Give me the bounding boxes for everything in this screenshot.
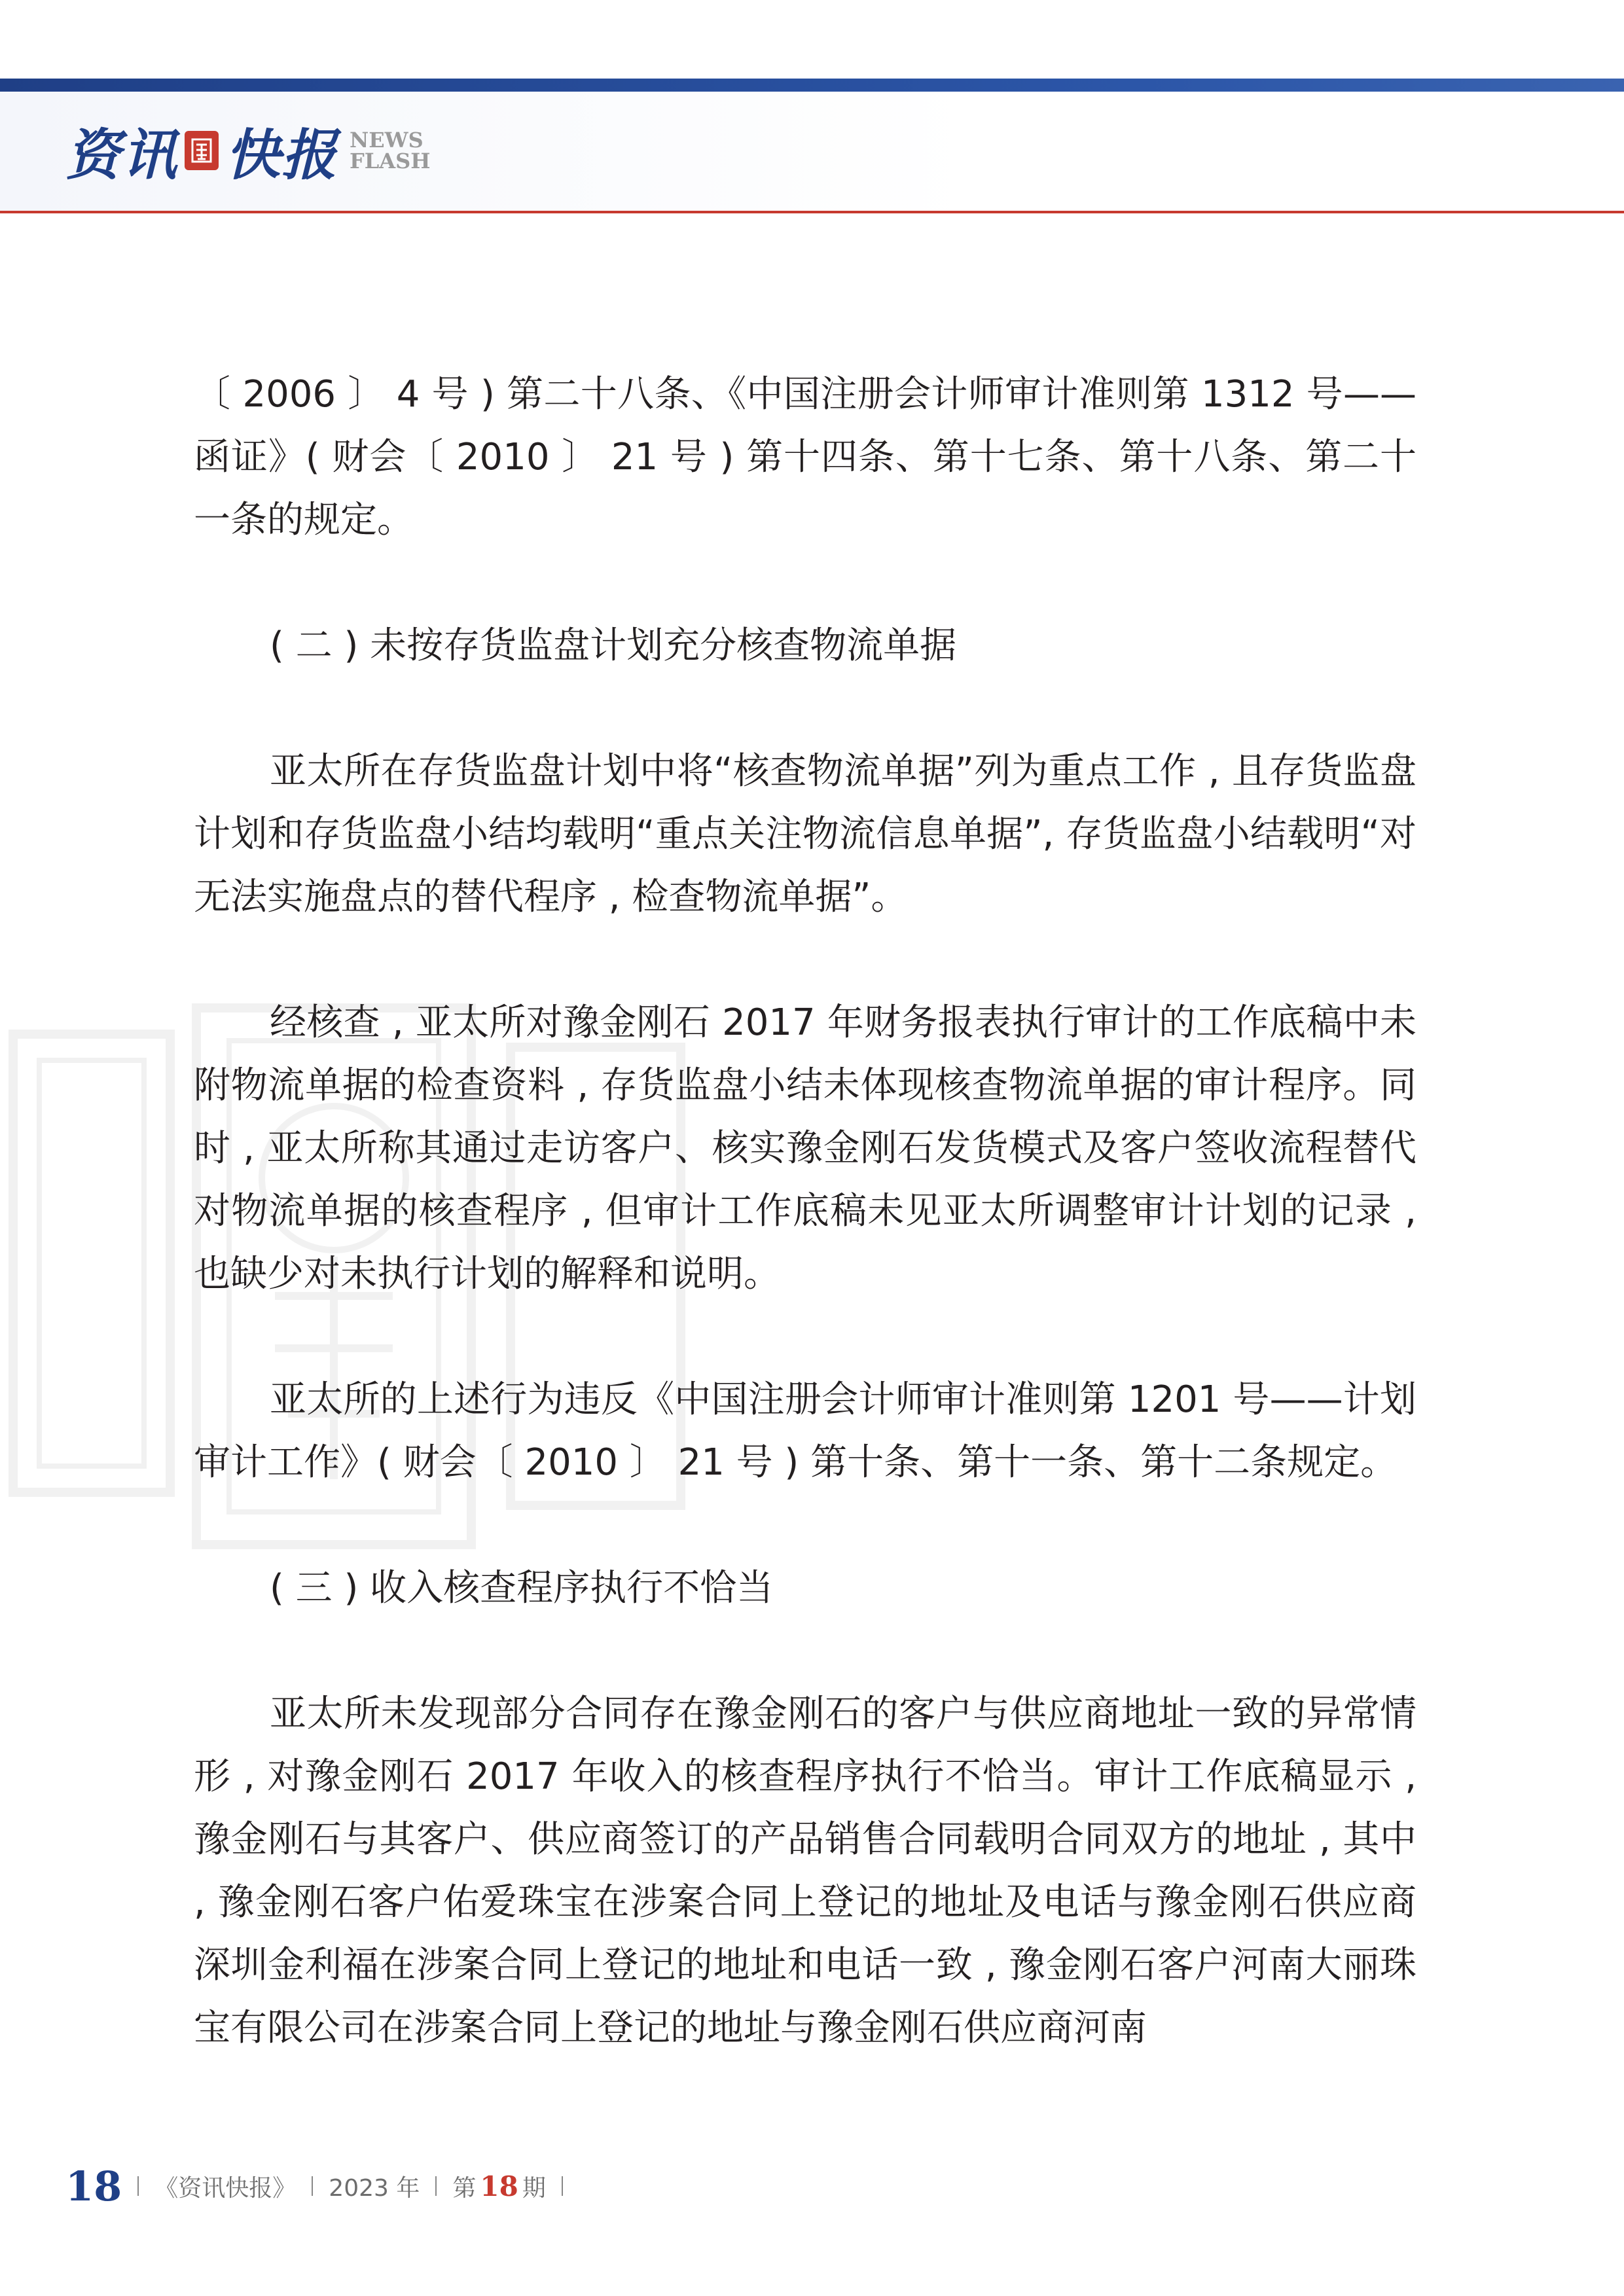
brand-en-line1: NEWS [350, 128, 424, 152]
section-heading-3: ( 三 ) 收入核查程序执行不恰当 [270, 1567, 774, 1609]
paragraph-1: 〔 2006 〕 4 号 ) 第二十八条、《中国注册会计师审计准则第 1312 号——函证》( 财会〔 2010 〕 21 号 ) 第十四条、第十七条、第十八条、第二十一条的规定。 [194, 373, 1416, 541]
brand-subtitle [350, 130, 430, 171]
header-divider [0, 211, 1624, 213]
article-body [194, 363, 1416, 2060]
issue-prefix: 第 [452, 2174, 477, 2202]
issue-number: 18 [480, 2170, 518, 2202]
page-number: 18 [65, 2162, 122, 2210]
brand-title-left: 资讯 [65, 122, 179, 187]
footer-separator [435, 2176, 437, 2196]
issue-suffix: 期 [522, 2174, 546, 2202]
header-top-bar [0, 79, 1624, 92]
footer-separator [562, 2176, 563, 2196]
red-seal-icon [185, 131, 219, 170]
brand-title-right: 快报 [225, 122, 338, 187]
brand-en-line2: FLASH [350, 149, 431, 173]
paragraph-3: 经核查 , 亚太所对豫金刚石 2017 年财务报表执行审计的工作底稿中未附物流单据的检查资料 , 存货监盘小结未体现核查物流单据的审计程序。同时 , 亚太所称其通过走访客户、核实豫金刚石发货模式及客户签收流程替代对物流单据的核查程序 , 但审计工作底稿未见亚太所调整审计计划的记录 , 也缺少对未执行计划的解释和说明。 [194, 1001, 1416, 1295]
section-heading-2: ( 二 ) 未按存货监盘计划充分核查物流单据 [270, 624, 957, 667]
paragraph-4: 亚太所的上述行为违反《中国注册会计师审计准则第 1201 号——计划审计工作》( 财会〔 2010 〕 21 号 ) 第十条、第十一条、第十二条规定。 [194, 1378, 1416, 1484]
footer-separator [137, 2176, 139, 2196]
publication-name: 《资讯快报》 [154, 2174, 297, 2202]
page-footer [65, 2160, 579, 2212]
paragraph-2: 亚太所在存货监盘计划中将“核查物流单据”列为重点工作 , 且存货监盘计划和存货监盘小结均载明“重点关注物流信息单据”, 存货监盘小结载明“对无法实施盘点的替代程序 , 检查物流单据”。 [194, 750, 1416, 918]
footer-separator [312, 2176, 313, 2196]
publication-year: 2023 年 [329, 2174, 420, 2202]
brand-logo [65, 111, 430, 190]
paragraph-5: 亚太所未发现部分合同存在豫金刚石的客户与供应商地址一致的异常情形 , 对豫金刚石 2017 年收入的核查程序执行不恰当。审计工作底稿显示 , 豫金刚石与其客户、供应商签订的产品销售合同载明合同双方的地址 , 其中 , 豫金刚石客户佑爱珠宝在涉案合同上登记的地址及电话与豫金刚石供应商深圳金利福在涉案合同上登记的地址和电话一致 , 豫金刚石客户河南大丽珠宝有限公司在涉案合同上登记的地址与豫金刚石供应商河南 [194, 1693, 1416, 2049]
